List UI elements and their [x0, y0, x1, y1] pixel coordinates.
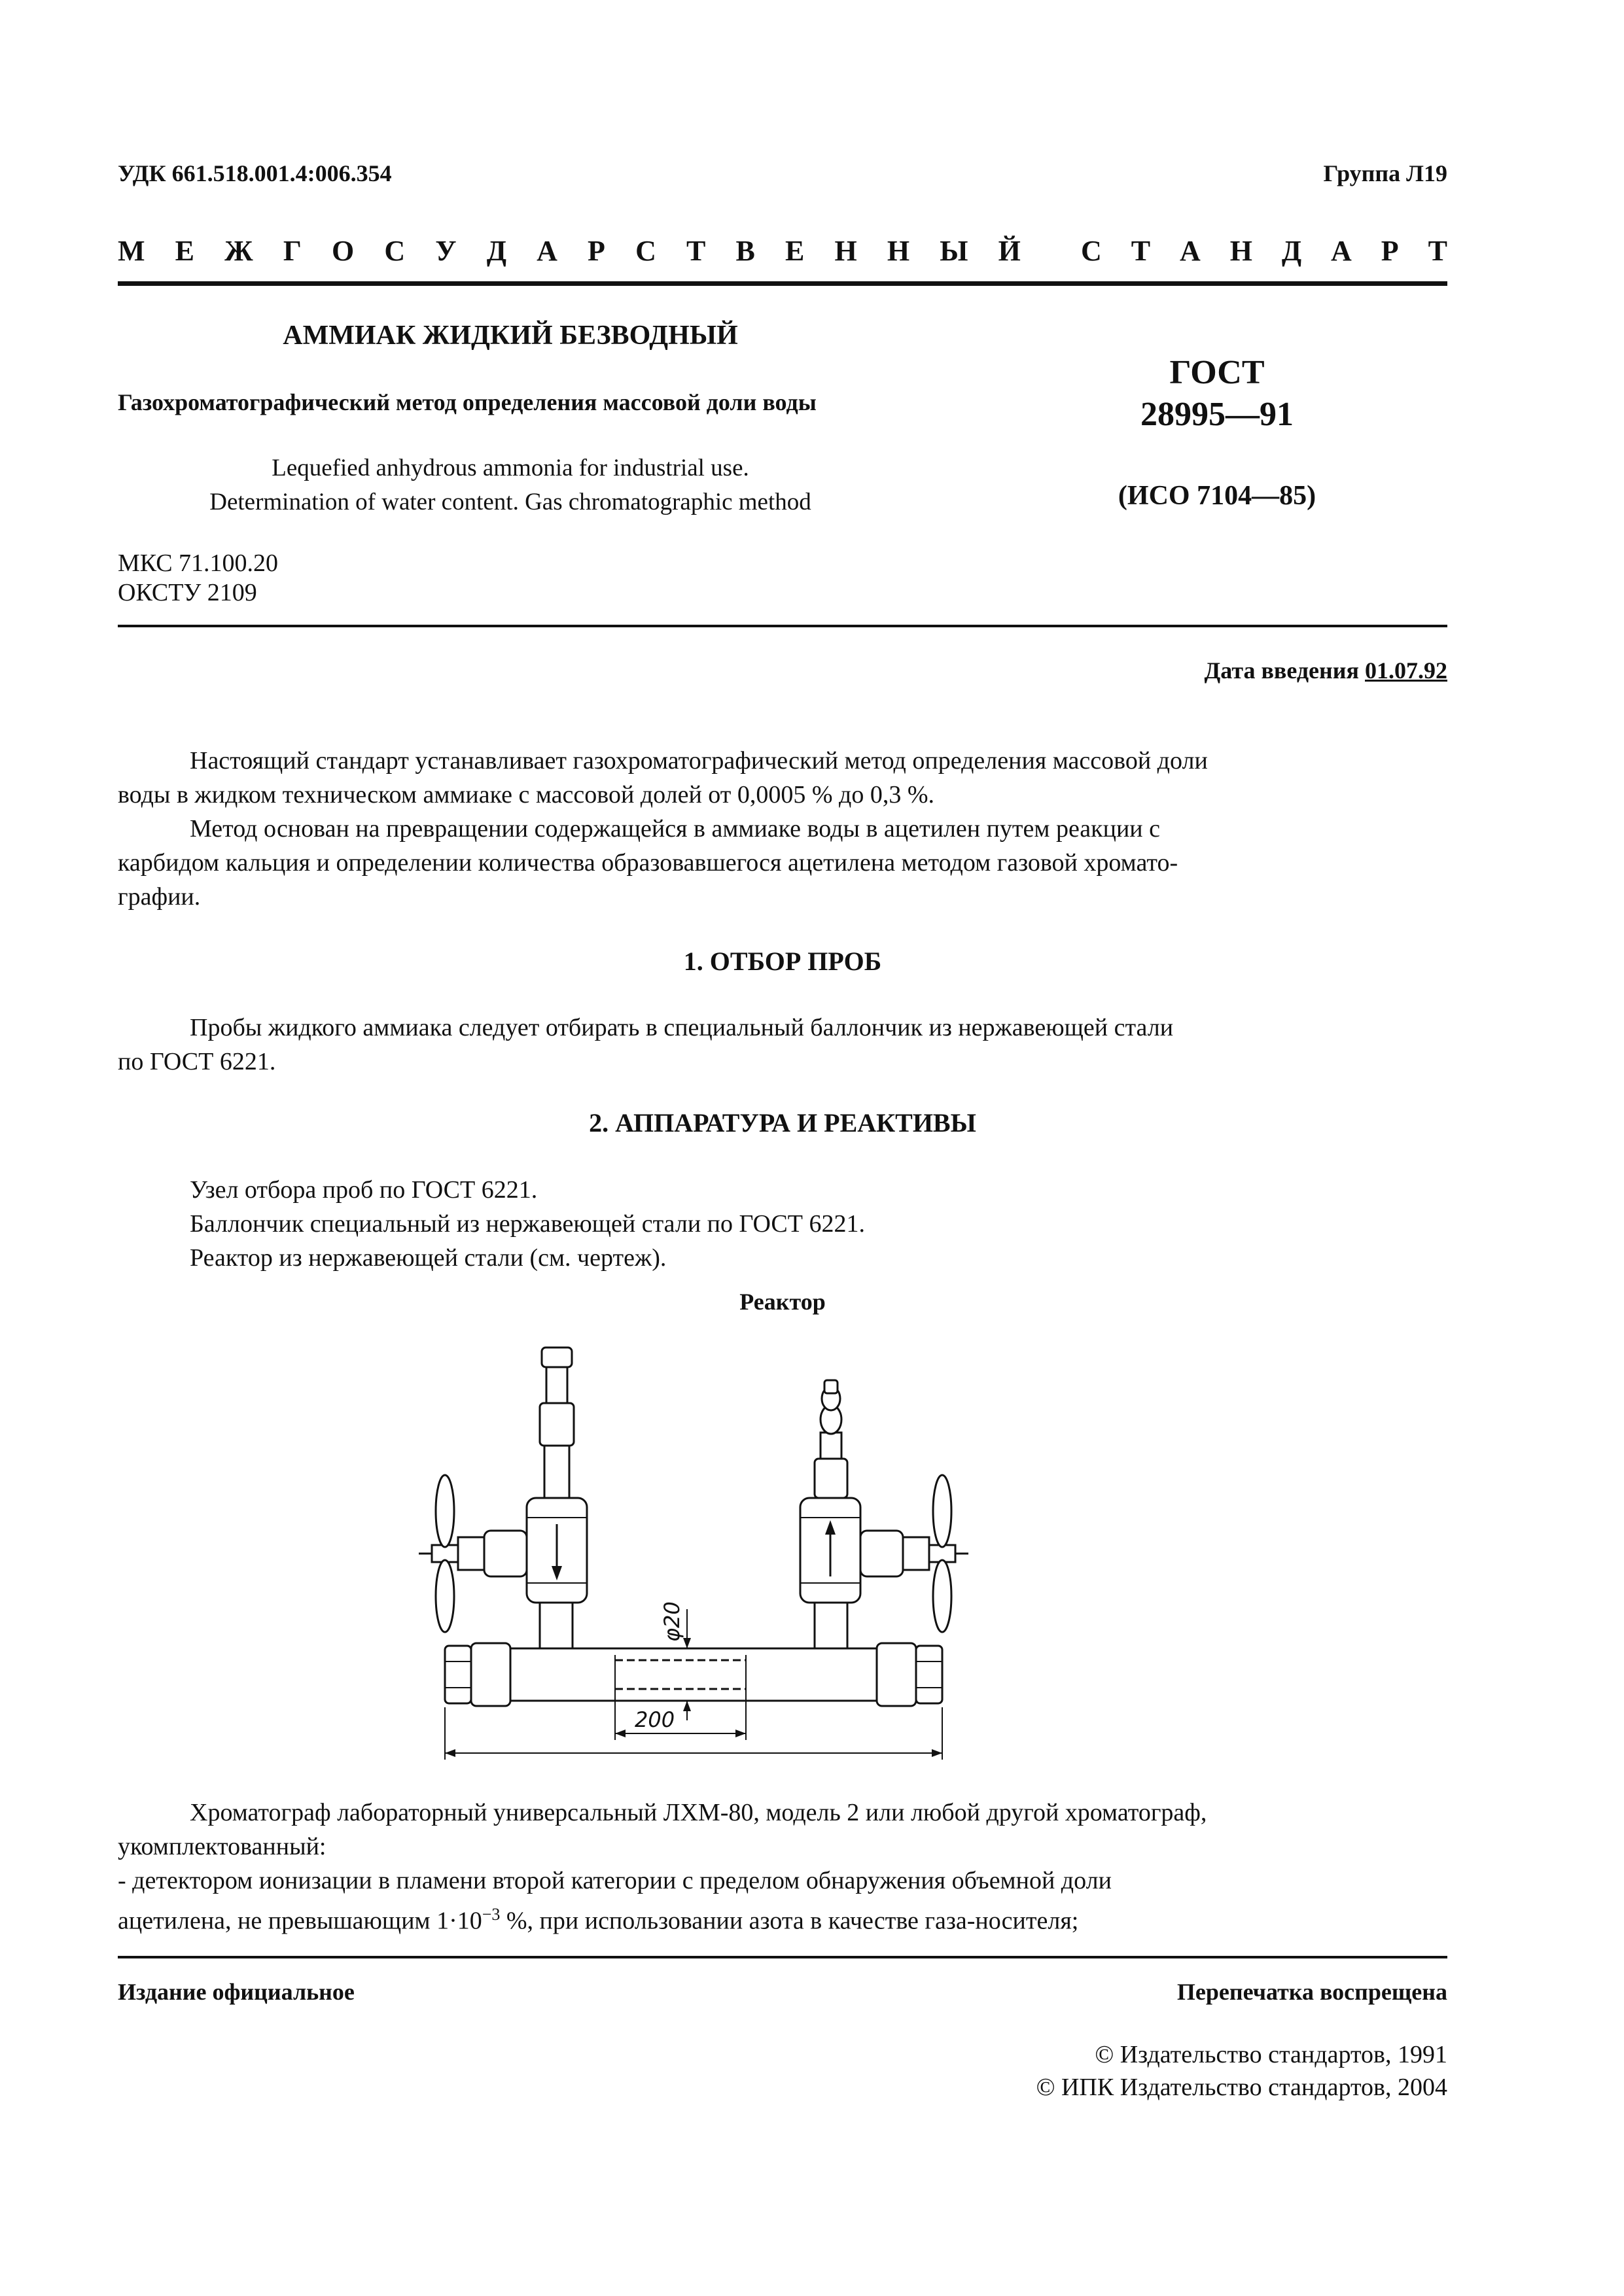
section2-heading: 2. АППАРАТУРА И РЕАКТИВЫ — [589, 1108, 976, 1138]
banner-letter: Т — [1131, 235, 1151, 267]
banner-letter: С — [384, 235, 406, 267]
udk-code: УДК 661.518.001.4:006.354 — [118, 160, 392, 186]
banner-letter: Н — [887, 235, 910, 267]
banner-letter: А — [1179, 235, 1201, 267]
reactor-drawing — [406, 1321, 1243, 1766]
section1-line1: Пробы жидкого аммиака следует отбирать в специальный баллончик из нержавеющей стали — [190, 1014, 1174, 1041]
mks-code: МКС 71.100.20 — [118, 549, 279, 577]
banner-letter: С — [1081, 235, 1102, 267]
detector-line2-b: %, при использовании азота в качестве газа-носителя; — [500, 1907, 1079, 1935]
banner-letter: М — [118, 235, 145, 267]
gost-number: 28995—91 — [1140, 396, 1294, 433]
detector-line2-a: ацетилена, не превышающим 1·10 — [118, 1907, 482, 1935]
length-label: 200 — [635, 1707, 675, 1732]
banner-letter: Р — [588, 235, 605, 267]
banner-letter: Е — [785, 235, 805, 267]
banner-letter: Д — [486, 235, 506, 267]
banner-letter: С — [635, 235, 656, 267]
copyright-2004: © ИПК Издательство стандартов, 2004 — [1036, 2074, 1447, 2101]
left-valve — [419, 1348, 587, 1648]
para2-line3: графии. — [118, 883, 201, 911]
footer-rule — [118, 1956, 1447, 1958]
right-valve — [800, 1380, 968, 1648]
banner-letter: А — [1331, 235, 1352, 267]
official-edition: Издание официальное — [118, 1979, 355, 2005]
banner-left — [118, 234, 1021, 273]
intro-date-value: 01.07.92 — [1365, 657, 1447, 684]
apparatus-item-2: Баллончик специальный из нержавеющей стали по ГОСТ 6221. — [190, 1210, 865, 1238]
english-title-1: Lequefied anhydrous ammonia for industrial use. — [272, 455, 749, 481]
banner-letter: Й — [998, 235, 1021, 267]
group-code: Группа Л19 — [1323, 160, 1447, 186]
detector-line2 — [118, 1898, 1447, 1938]
iso-reference: (ИСО 7104—85) — [1118, 481, 1316, 511]
copyright-1991: © Издательство стандартов, 1991 — [1095, 2041, 1447, 2068]
section1-line2: по ГОСТ 6221. — [118, 1048, 276, 1075]
banner-letter: Т — [686, 235, 706, 267]
doc-title: АММИАК ЖИДКИЙ БЕЗВОДНЫЙ — [283, 321, 738, 351]
chromatograph-line2: укомплектованный: — [118, 1833, 327, 1860]
chromatograph-line1: Хроматограф лабораторный универсальный ЛХМ-80, модель 2 или любой другой хроматограф, — [190, 1799, 1207, 1826]
banner-right — [1081, 234, 1447, 273]
standard-banner — [118, 234, 1447, 273]
banner-letter: Н — [1229, 235, 1252, 267]
apparatus-item-3: Реактор из нержавеющей стали (см. чертеж). — [190, 1244, 667, 1272]
gost-label: ГОСТ — [1169, 354, 1265, 391]
apparatus-item-1: Узел отбора проб по ГОСТ 6221. — [190, 1176, 538, 1204]
banner-letter: Г — [283, 235, 302, 267]
reactor-tube — [445, 1643, 942, 1706]
banner-letter: В — [735, 235, 755, 267]
title-rule — [118, 625, 1447, 627]
doc-subtitle: Газохроматографический метод определения массовой доли воды — [118, 389, 817, 415]
banner-letter: Ы — [940, 235, 968, 267]
banner-letter: О — [331, 235, 355, 267]
intro-date — [1205, 654, 1448, 687]
okstu-code: ОКСТУ 2109 — [118, 579, 257, 606]
reprint-forbidden: Перепечатка воспрещена — [1176, 1979, 1447, 2005]
banner-letter: Е — [175, 235, 195, 267]
document-page — [118, 0, 1447, 2296]
para2-line2: карбидом кальция и определении количества образовавшегося ацетилена методом газовой хромато- — [118, 849, 1178, 877]
banner-letter: Т — [1428, 235, 1447, 267]
para2-line1: Метод основан на превращении содержащейся в аммиаке воды в ацетилен путем реакции с — [190, 815, 1160, 843]
banner-letter: А — [537, 235, 557, 267]
banner-rule — [118, 281, 1447, 286]
para1-line2: воды в жидком техническом аммиаке с массовой долей от 0,0005 % до 0,3 %. — [118, 781, 935, 809]
figure-caption: Реактор — [739, 1289, 826, 1315]
banner-letter: Н — [834, 235, 857, 267]
detector-line1: - детектором ионизации в пламени второй категории с пределом обнаружения объемной доли — [118, 1867, 1112, 1894]
para1-line1: Настоящий стандарт устанавливает газохроматографический метод определения массовой доли — [190, 747, 1208, 774]
diameter-label: φ20 — [660, 1601, 684, 1642]
english-title-2: Determination of water content. Gas chromatographic method — [209, 489, 811, 515]
banner-letter: Р — [1381, 235, 1399, 267]
banner-letter: Ж — [224, 235, 253, 267]
banner-letter: У — [435, 235, 457, 267]
banner-letter: Д — [1281, 235, 1302, 267]
section1-heading: 1. ОТБОР ПРОБ — [683, 947, 882, 976]
detector-exponent: −3 — [482, 1905, 501, 1924]
intro-date-label: Дата введения — [1204, 657, 1359, 684]
